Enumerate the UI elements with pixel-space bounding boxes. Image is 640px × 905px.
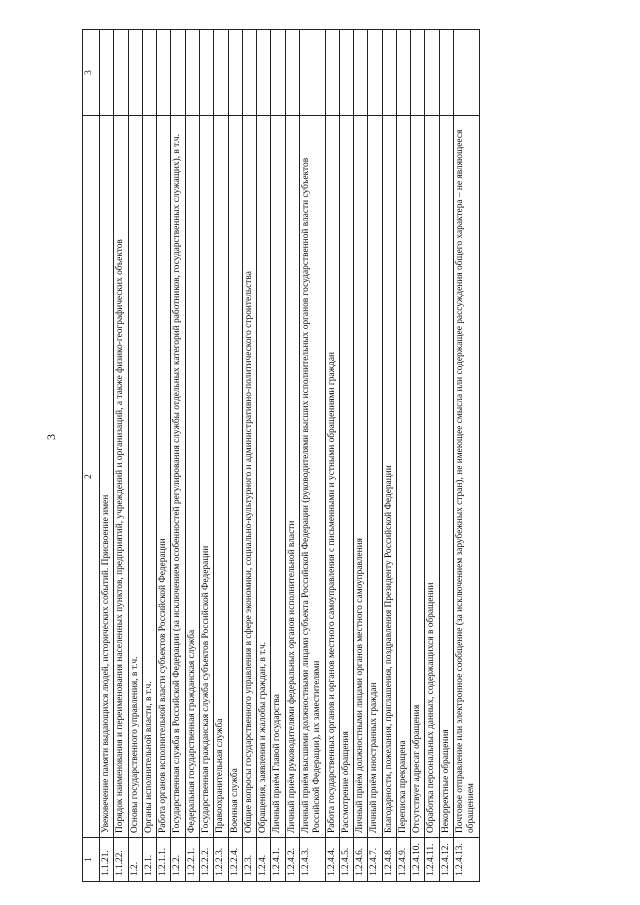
- row-number: 1.2.4.2.: [285, 838, 299, 882]
- row-description: Почтовое отправление или электронное сообщение (за исключением зарубежных стран), не имеющее смысла или содержащее рассуждения общего характера – не являющееся обращением: [454, 116, 480, 838]
- row-description: Личный приём должностными лицами органов местного самоуправления: [354, 116, 368, 838]
- table-row: [285, 30, 299, 882]
- row-description: Военная служба: [228, 116, 242, 838]
- row-number: 1.2.2.3.: [214, 838, 228, 882]
- row-description: Государственная служба в Российской Федерации (за исключением особенностей регулирования службы отдельных категорий работников, государственных служащих), в т.ч.: [171, 116, 185, 838]
- row-extra-cell: [368, 30, 382, 116]
- row-description: Отсутствует адресат обращения: [411, 116, 425, 838]
- row-description: Правоохранительная служба: [214, 116, 228, 838]
- row-extra-cell: [142, 30, 156, 116]
- row-number: 1.2.4.1.: [271, 838, 285, 882]
- table-row: [100, 30, 114, 882]
- row-number: 1.2.3.: [242, 838, 256, 882]
- row-description: Общие вопросы государственного управления в сфере экономики, социально-культурного и административно-политического строительства: [242, 116, 256, 838]
- row-number: 1.2.4.: [257, 838, 271, 882]
- row-extra-cell: [299, 30, 325, 116]
- row-number: 1.2.4.5.: [339, 838, 353, 882]
- row-description: Рассмотрение обращения: [339, 116, 353, 838]
- table-row: [325, 30, 339, 882]
- row-description: Некорректные обращения: [439, 116, 453, 838]
- table-row: [214, 30, 228, 882]
- row-number: 1.2.4.10.: [411, 838, 425, 882]
- row-description: Органы исполнительной власти, в т.ч.: [142, 116, 156, 838]
- row-extra-cell: [454, 30, 480, 116]
- table-body: [100, 30, 480, 882]
- table-header-row: [83, 30, 100, 882]
- row-extra-cell: [411, 30, 425, 116]
- row-extra-cell: [171, 30, 185, 116]
- row-extra-cell: [242, 30, 256, 116]
- table-row: [114, 30, 128, 882]
- row-number: 1.2.1.1.: [157, 838, 171, 882]
- row-description: Личный приём руководителями федеральных органов исполнительной власти: [285, 116, 299, 838]
- row-description: Основы государственного управления, в т.ч.: [128, 116, 142, 838]
- table-row: [271, 30, 285, 882]
- row-number: 1.2.4.3.: [299, 838, 325, 882]
- row-number: 1.2.2.2.: [199, 838, 213, 882]
- row-description: Переписка прекращена: [396, 116, 410, 838]
- page-number: 3: [44, 434, 58, 440]
- row-extra-cell: [128, 30, 142, 116]
- column-header-extra: 3: [83, 30, 100, 116]
- row-extra-cell: [325, 30, 339, 116]
- row-number: 1.1.22.: [114, 838, 128, 882]
- row-extra-cell: [271, 30, 285, 116]
- row-description: Работа государственных органов и органов местного самоуправления с письменными и устными обращениями граждан: [325, 116, 339, 838]
- row-extra-cell: [157, 30, 171, 116]
- row-extra-cell: [114, 30, 128, 116]
- row-description: Федеральная государственная гражданская служба: [185, 116, 199, 838]
- table-row: [454, 30, 480, 882]
- row-extra-cell: [439, 30, 453, 116]
- classifier-table: [82, 29, 480, 882]
- row-number: 1.2.4.7.: [368, 838, 382, 882]
- row-number: 1.2.2.4.: [228, 838, 242, 882]
- row-description: Увековечение памяти выдающихся людей, исторических событий. Присвоение имен: [100, 116, 114, 838]
- table-row: [439, 30, 453, 882]
- row-number: 1.2.4.4.: [325, 838, 339, 882]
- row-description: Порядок наименования и переименования населенных пунктов, предприятий, учреждений и организаций, а также физико-географических объектов: [114, 116, 128, 838]
- table-row: [257, 30, 271, 882]
- rotated-page-content: [82, 30, 592, 882]
- table-row: [185, 30, 199, 882]
- table-row: [128, 30, 142, 882]
- row-number: 1.2.4.6.: [354, 838, 368, 882]
- row-description: Личный приём высшими должностными лицами субъекта Российской Федерации (руководителями высших исполнительных органов государственной власти субъектов Российской Федерации), их заместителями: [299, 116, 325, 838]
- table-row: [425, 30, 439, 882]
- row-extra-cell: [257, 30, 271, 116]
- row-number: 1.2.: [128, 838, 142, 882]
- row-extra-cell: [214, 30, 228, 116]
- row-description: Государственная гражданская служба субъектов Российской Федерации: [199, 116, 213, 838]
- row-number: 1.2.2.: [171, 838, 185, 882]
- table-row: [368, 30, 382, 882]
- table-row: [411, 30, 425, 882]
- row-extra-cell: [382, 30, 396, 116]
- table-row: [354, 30, 368, 882]
- row-description: Работа органов исполнительной власти субъектов Российской Федерации: [157, 116, 171, 838]
- row-description: Обработка персональных данных, содержащихся в обращении: [425, 116, 439, 838]
- row-extra-cell: [228, 30, 242, 116]
- row-extra-cell: [199, 30, 213, 116]
- row-number: 1.2.1.: [142, 838, 156, 882]
- row-number: 1.2.4.12.: [439, 838, 453, 882]
- table-row: [396, 30, 410, 882]
- row-number: 1.2.4.8.: [382, 838, 396, 882]
- table-row: [171, 30, 185, 882]
- table-row: [382, 30, 396, 882]
- row-number: 1.2.4.13.: [454, 838, 480, 882]
- row-extra-cell: [285, 30, 299, 116]
- table-row: [142, 30, 156, 882]
- column-header-number: 1: [83, 838, 100, 882]
- table-row: [157, 30, 171, 882]
- row-extra-cell: [339, 30, 353, 116]
- row-description: Обращения, заявления и жалобы граждан, в т.ч.: [257, 116, 271, 838]
- table-row: [199, 30, 213, 882]
- row-description: Личный приём иностранных граждан: [368, 116, 382, 838]
- row-extra-cell: [425, 30, 439, 116]
- row-number: 1.1.21.: [100, 838, 114, 882]
- table-row: [242, 30, 256, 882]
- row-number: 1.2.2.1.: [185, 838, 199, 882]
- row-extra-cell: [354, 30, 368, 116]
- table-row: [299, 30, 325, 882]
- row-extra-cell: [396, 30, 410, 116]
- table-row: [339, 30, 353, 882]
- table-row: [228, 30, 242, 882]
- row-number: 1.2.4.11.: [425, 838, 439, 882]
- row-extra-cell: [185, 30, 199, 116]
- column-header-description: 2: [83, 116, 100, 838]
- row-extra-cell: [100, 30, 114, 116]
- row-number: 1.2.4.9.: [396, 838, 410, 882]
- row-description: Личный приём Главой государства: [271, 116, 285, 838]
- row-description: Благодарности, пожелания, приглашения, поздравления Президенту Российской Федерации: [382, 116, 396, 838]
